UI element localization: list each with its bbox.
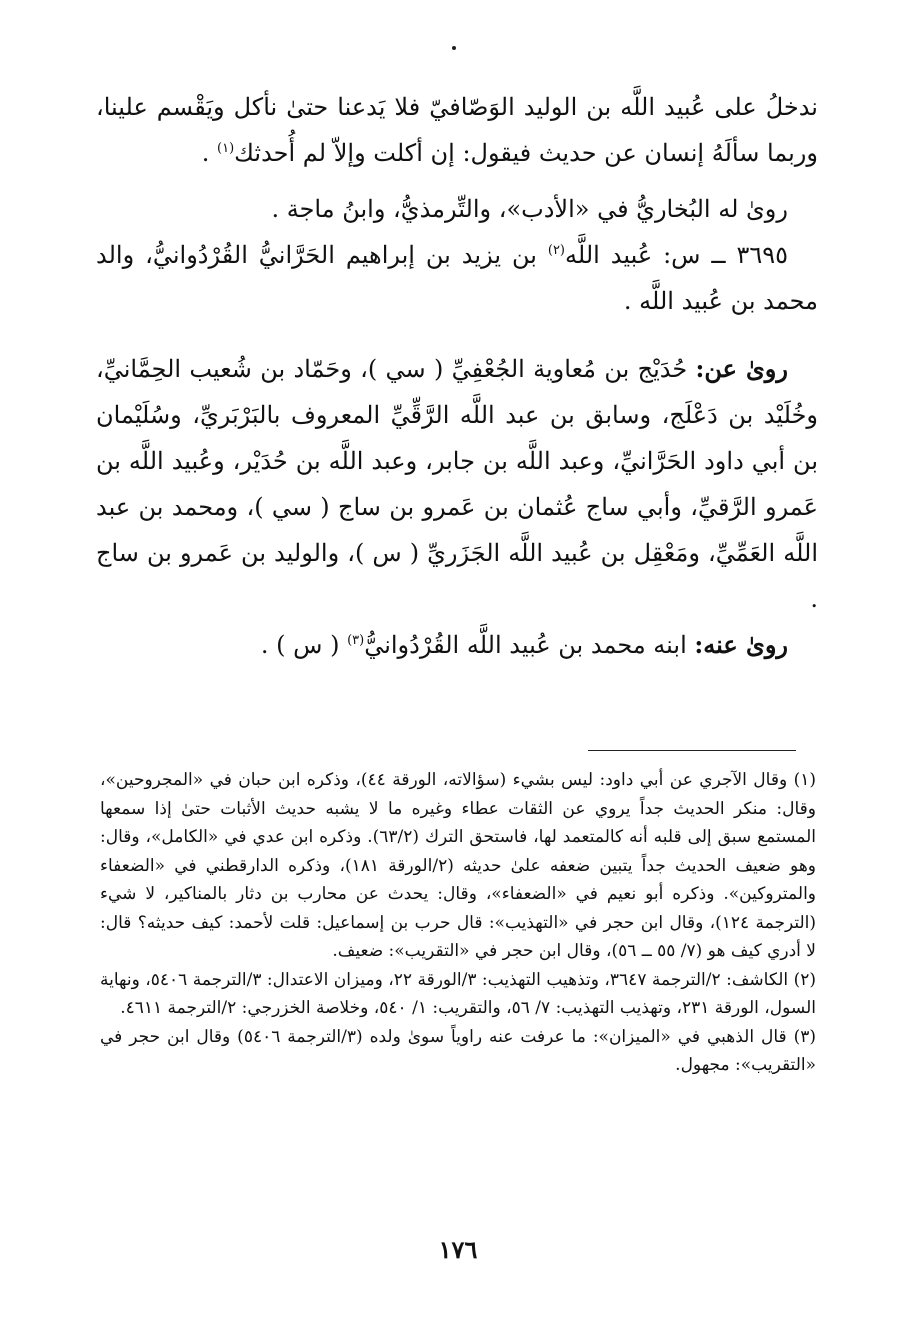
footnote-separator xyxy=(588,750,796,751)
entry-heading-rest: بن يزيد بن إبراهيم الحَرَّانيُّ القُرْدُوانيُّ، والد محمد بن عُبيد اللَّه . xyxy=(96,241,818,315)
paragraph-2: روىٰ له البُخاريُّ في «الأدب»، والتِّرمذيُّ، وابنُ ماجة . xyxy=(271,195,788,223)
footnote-1: (١) وقال الآجري عن أبي داود: ليس بشيء (سؤالاته، الورقة ٤٤)، وذكره ابن حبان في «المجروحين»، وقال: منكر الحديث جداً يروي عن الثقات عطاء وغيره ما لا يشبه حديث الأثبات حتىٰ إذا سمعها المستمع سبق إلى قلبه أنه كالمتعمد لها، فاستحق الترك (٦٣/٢). وذكره ابن عدي في «الكامل»، وقال: وهو ضعيف الحديث جداً يتبين ضعفه علىٰ حديثه (٢/الورقة ١٨١)، وذكره الدارقطني في «الضعفاء والمتروكين». وذكره أبو نعيم في «الضعفاء»، وقال: يحدث عن محارب بن دثار بالمناكير، لا شيء (الترجمة ١٢٤)، وقال ابن حجر في «التهذيب»: قال حرب بن إسماعيل: قلت لأحمد: كيف حديثه؟ قال: لا أدري كيف هو (٧/ ٥٥ ــ ٥٦)، وقال ابن حجر في «التقريب»: ضعيف. xyxy=(100,770,816,961)
paragraph-1-end: . xyxy=(201,139,218,167)
narrated-by-label: روىٰ عنه: xyxy=(694,630,788,659)
paragraph-1 xyxy=(96,84,818,176)
entry-heading xyxy=(96,232,818,324)
narrated-from-label: روىٰ عن: xyxy=(695,354,788,383)
footnote-ref-2: (٢) xyxy=(547,243,565,258)
paragraph-1-text: ندخلُ على عُبيد اللَّه بن الوليد الوَصّافيّ فلا يَدعنا حتىٰ نأكل ويَقْسم علينا، وربما سألَهُ إنسان عن حديث فيقول: إن أكلت وإلاّ لم أُحدثك xyxy=(96,93,818,167)
footnote-2: (٢) الكاشف: ٢/الترجمة ٣٦٤٧، وتذهيب التهذيب: ٣/الورقة ٢٢، وميزان الاعتدال: ٣/الترجمة ٥٤٠٦، ونهاية السول، الورقة ٢٣١، وتهذيب التهذيب: ٧/ ٥٦، والتقريب: ١/ ٥٤٠، وخلاصة الخزرجي: ٢/الترجمة ٤٦١١. xyxy=(100,969,816,1018)
footnote-ref-3: (٣) xyxy=(347,633,365,648)
footnotes xyxy=(100,766,816,1080)
narrated-from-paragraph xyxy=(96,346,818,622)
footnote-3: (٣) قال الذهبي في «الميزان»: ما عرفت عنه راوياً سوىٰ ولده (٣/الترجمة ٥٤٠٦) وقال ابن حجر في «التقريب»: مجهول. xyxy=(100,1026,817,1075)
narrated-by-text: ابنه محمد بن عُبيد اللَّه القُرْدُوانيُّ xyxy=(364,631,695,659)
footnote-ref-1: (١) xyxy=(217,141,235,156)
entry-number-name: ٣٦٩٥ ــ س: عُبيد اللَّه xyxy=(565,241,789,269)
narrated-from-text: حُدَيْج بن مُعاوية الجُعْفِيِّ ( سي )، وحَمّاد بن شُعيب الحِمَّانيِّ، وخُلَيْد بن دَعْلَج، وسابق بن عبد اللَّه الرَّقِّيِّ المعروف بالبَرْبَريِّ، وسُلَيْمان بن أبي داود الحَرَّانيِّ، وعبد اللَّه بن جابر، وعبد اللَّه بن حُدَيْر، وعُبيد اللَّه بن عَمرو الرَّقيِّ، وأبي ساج عُثمان بن عَمرو بن ساج ( سي )، ومحمد بن عبد اللَّه العَمِّيِّ، ومَعْقِل بن عُبيد اللَّه الجَزَريِّ ( س )، والوليد بن عَمرو بن ساج . xyxy=(96,355,818,613)
main-text xyxy=(96,84,818,668)
page-number: ١٧٦ xyxy=(438,1235,478,1264)
narrated-by-end: ( س ) . xyxy=(260,631,348,659)
header-dot xyxy=(452,46,456,50)
narrated-by-paragraph xyxy=(96,622,818,668)
